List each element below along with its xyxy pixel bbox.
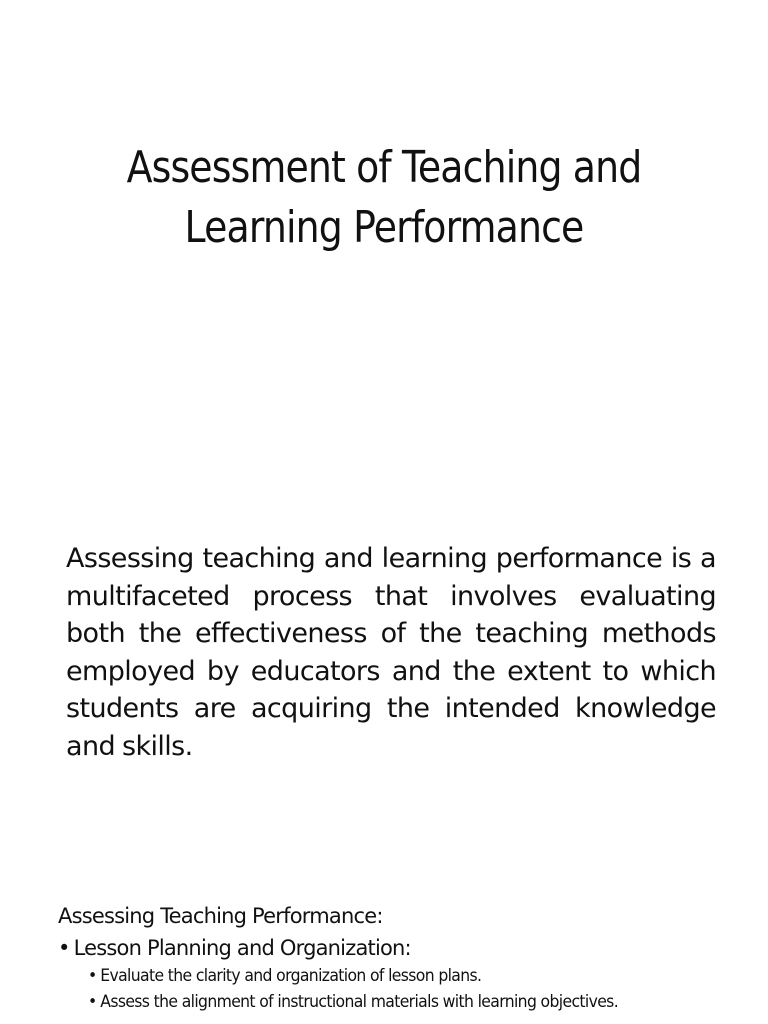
sub-list-item-text: Assess the alignment of instructional materials with learning objectives. xyxy=(100,992,619,1012)
slide-title: Assessment of Teaching and Learning Performance xyxy=(126,142,642,253)
intro-paragraph: Assessing teaching and learning performance is a multifaceted process that involves evaluating both the effectiveness of the teaching methods employed by educators and the extent to which students are acquiring the intended knowledge and skills. xyxy=(66,543,716,762)
title-slide xyxy=(0,0,768,500)
list-slide xyxy=(0,860,768,1024)
sub-list-item-text: Evaluate the clarity and organization of lesson plans. xyxy=(100,966,482,986)
bullet-icon: • xyxy=(58,936,70,960)
sub-list-item xyxy=(88,964,481,988)
list-heading: Assessing Teaching Performance: xyxy=(58,904,383,928)
bullet-icon: • xyxy=(88,966,97,986)
bullet-icon: • xyxy=(88,992,97,1012)
list-item xyxy=(58,934,411,962)
sub-list-item xyxy=(88,990,618,1014)
intro-slide xyxy=(0,500,768,860)
list-item-label: Lesson Planning and Organization: xyxy=(73,936,411,960)
